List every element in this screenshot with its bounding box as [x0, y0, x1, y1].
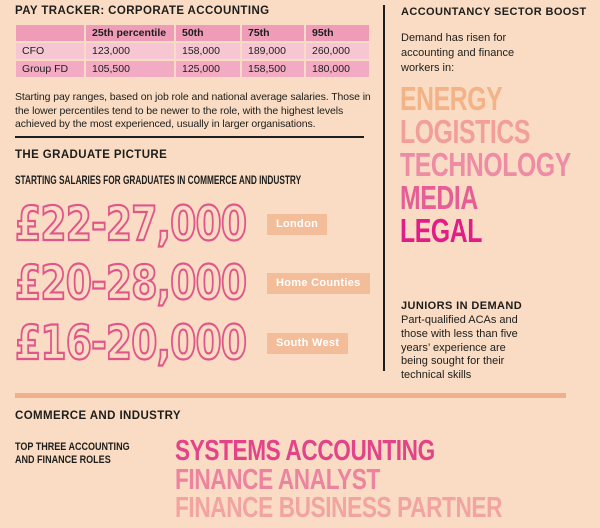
juniors-in-demand-body: Part-qualified ACAs and those with less than five years’ experience are being sought for their technical skills [401, 314, 518, 382]
salary-range-wrap [15, 196, 253, 252]
table-cell: 125,000 [176, 61, 240, 77]
sector-energy: ENERGY [400, 80, 503, 117]
salary-range-wrap [15, 255, 253, 311]
table-cell: 260,000 [306, 43, 369, 59]
table-cell: 158,500 [242, 61, 304, 77]
table-row [16, 61, 369, 77]
sector-media: MEDIA [400, 179, 478, 216]
sector-boost-intro: Demand has risen for accounting and finance workers in: [401, 32, 515, 74]
pay-tracker-title: PAY TRACKER: CORPORATE ACCOUNTING [15, 5, 270, 17]
role-finance-analyst: FINANCE ANALYST [175, 463, 380, 496]
salary-row-london [15, 195, 327, 253]
section-divider [15, 136, 364, 138]
table-row [16, 43, 369, 59]
region-badge: London [267, 214, 327, 235]
role-systems-accounting: SYSTEMS ACCOUNTING [175, 435, 435, 467]
sector-boost-title: ACCOUNTANCY SECTOR BOOST [401, 6, 587, 18]
pay-tracker-table [14, 23, 371, 79]
commerce-industry-title: COMMERCE AND INDUSTRY [15, 410, 181, 422]
sector-technology: TECHNOLOGY [400, 146, 571, 183]
sector-logistics: LOGISTICS [400, 113, 531, 150]
graduate-picture-title: THE GRADUATE PICTURE [15, 149, 168, 161]
salary-range-wrap [15, 315, 253, 371]
table-header-cell: 25th percentile [86, 25, 174, 41]
top-roles-label: TOP THREE ACCOUNTING AND FINANCE ROLES [15, 441, 130, 466]
table-cell: 180,000 [306, 61, 369, 77]
sector-legal: LEGAL [400, 212, 482, 249]
table-header-cell [16, 25, 84, 41]
column-divider [383, 5, 385, 371]
table-header-cell: 75th [242, 25, 304, 41]
table-cell: 189,000 [242, 43, 304, 59]
region-badge: Home Counties [267, 273, 370, 294]
graduate-picture-subtitle: STARTING SALARIES FOR GRADUATES IN COMMERCE AND INDUSTRY [15, 175, 302, 187]
sector-list [400, 82, 600, 247]
juniors-in-demand-title: JUNIORS IN DEMAND [401, 300, 523, 312]
region-badge: South West [267, 333, 348, 354]
salary-range: £16-20,000 [15, 315, 247, 371]
table-header-cell: 50th [176, 25, 240, 41]
salary-row-south-west [15, 314, 348, 372]
pay-tracker-description: Starting pay ranges, based on job role and national average salaries. Those in the lower percentiles tend to be newer to the role, with the highest levels achieved by the most experienced, usually in larger organisations. [15, 91, 371, 131]
table-cell: 158,000 [176, 43, 240, 59]
table-cell: 105,500 [86, 61, 174, 77]
salary-range: £22-27,000 [15, 196, 247, 252]
salary-range: £20-28,000 [15, 255, 247, 311]
table-header-cell: 95th [306, 25, 369, 41]
role-finance-business-partner: FINANCE BUSINESS PARTNER [175, 492, 503, 524]
top-roles-list [175, 437, 594, 523]
table-cell: 123,000 [86, 43, 174, 59]
salary-row-home-counties [15, 254, 370, 312]
row-label-cell: CFO [16, 43, 84, 59]
row-label-cell: Group FD [16, 61, 84, 77]
table-header-row [16, 25, 369, 41]
bottom-section-divider [15, 393, 566, 398]
